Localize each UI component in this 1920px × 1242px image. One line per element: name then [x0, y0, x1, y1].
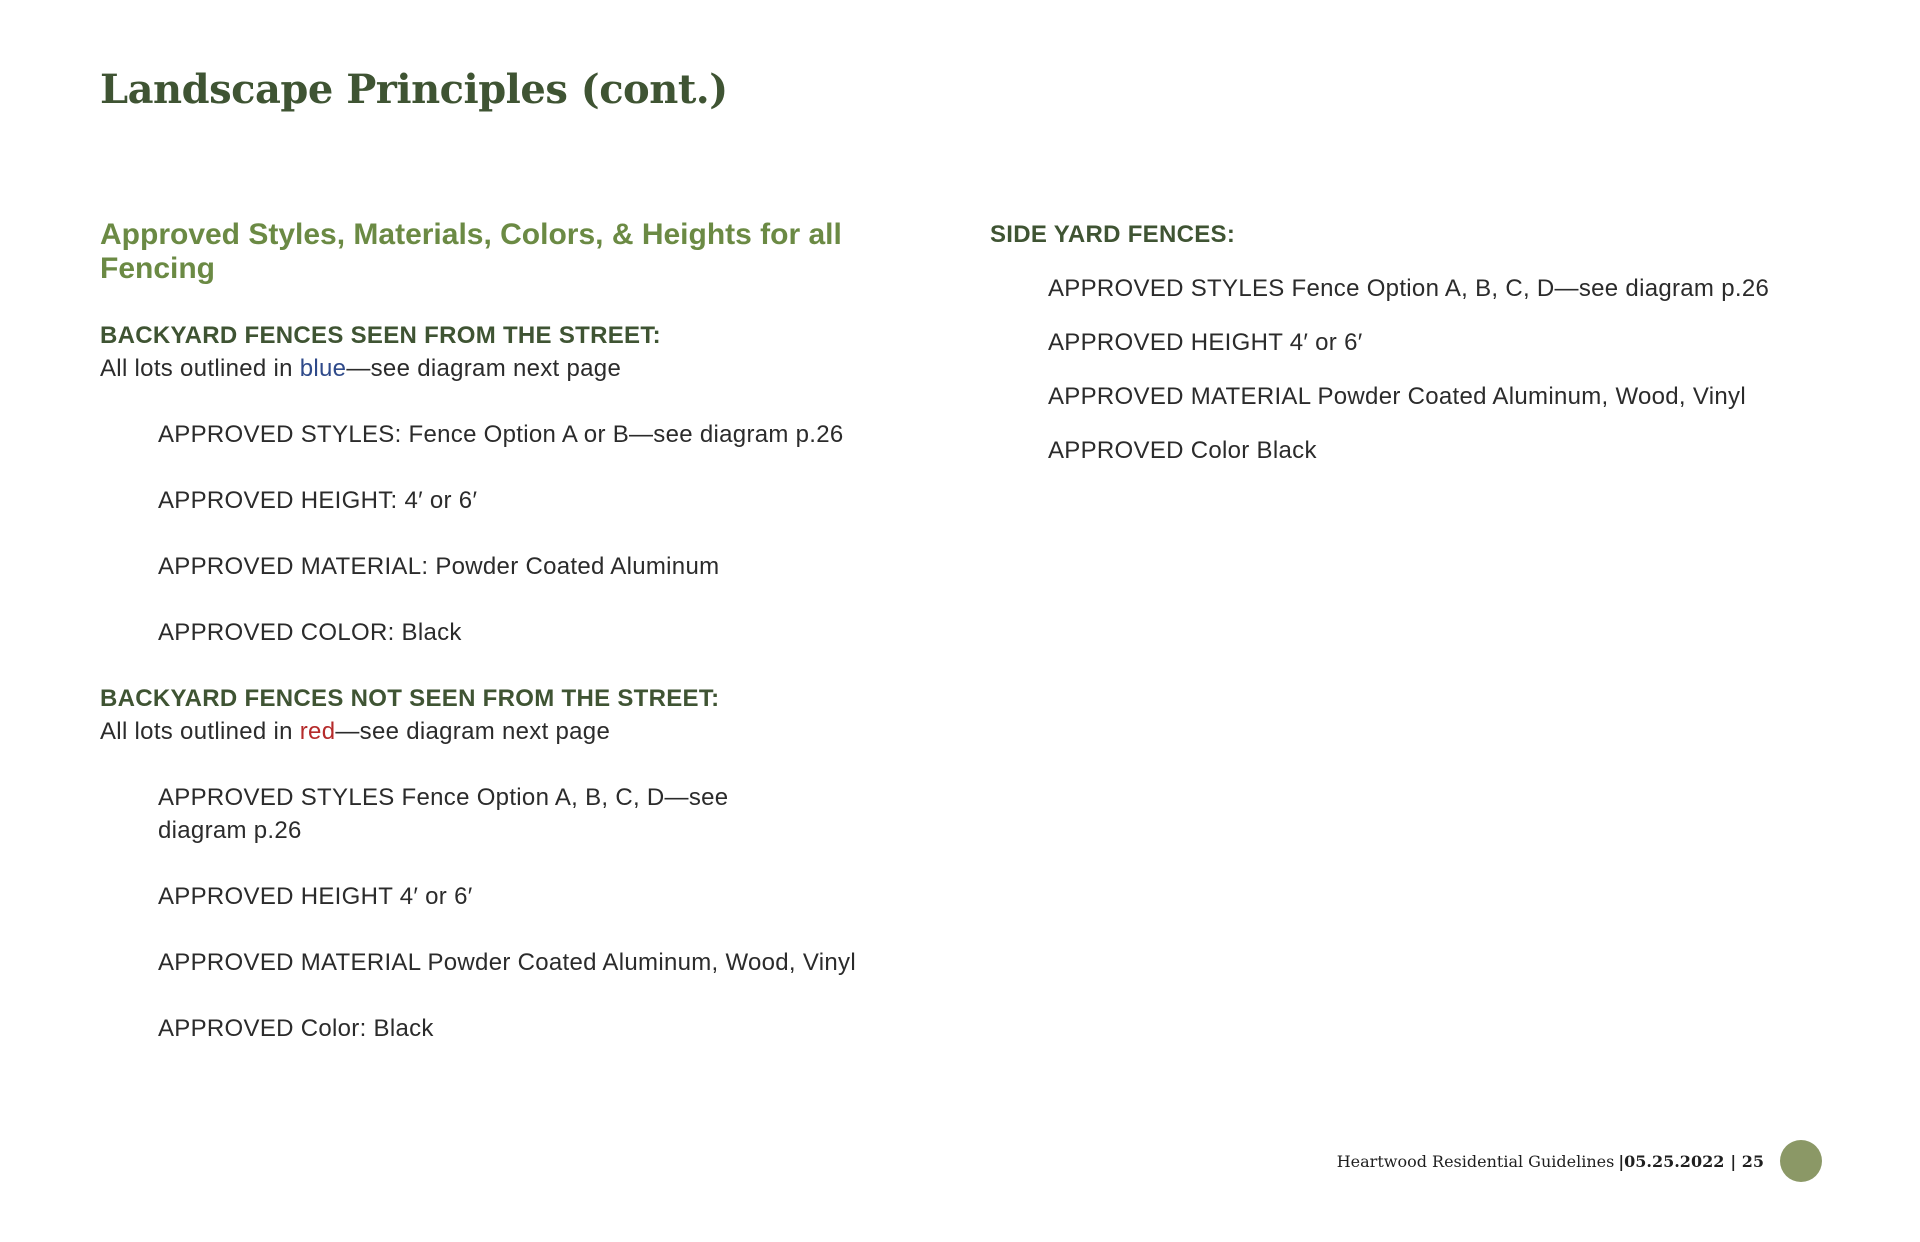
- footer-document-name: Heartwood Residential Guidelines: [1336, 1151, 1615, 1171]
- list-item: APPROVED Color Black: [1048, 437, 1317, 464]
- backyard-seen-description: [100, 352, 880, 385]
- backyard-seen-title: BACKYARD FENCES SEEN FROM THE STREET:: [100, 322, 661, 349]
- right-column: [990, 218, 1850, 467]
- list-item: APPROVED MATERIAL: Powder Coated Aluminum: [158, 553, 720, 580]
- left-column: [100, 218, 880, 1045]
- backyard-not-seen-title: BACKYARD FENCES NOT SEEN FROM THE STREET:: [100, 685, 720, 712]
- list-item: APPROVED COLOR: Black: [158, 619, 462, 646]
- red-color-word: red: [299, 718, 336, 745]
- description-suffix: —see diagram next page: [346, 355, 622, 382]
- list-item: APPROVED MATERIAL Powder Coated Aluminum, Wood, Vinyl: [1048, 383, 1746, 410]
- list-item: APPROVED STYLES Fence Option A, B, C, D—see diagram p.26: [158, 784, 729, 844]
- list-item: APPROVED HEIGHT 4′ or 6′: [1048, 329, 1363, 356]
- list-item: APPROVED HEIGHT 4′ or 6′: [158, 883, 473, 910]
- description-prefix: All lots outlined in: [100, 355, 300, 382]
- list-item: APPROVED STYLES: Fence Option A or B—see diagram p.26: [158, 421, 844, 448]
- description-prefix: All lots outlined in: [100, 718, 300, 745]
- description-suffix: —see diagram next page: [335, 718, 611, 745]
- footer-circle-icon: [1780, 1140, 1822, 1182]
- side-yard-title: SIDE YARD FENCES:: [990, 221, 1236, 248]
- list-item: APPROVED STYLES Fence Option A, B, C, D—see diagram p.26: [1048, 275, 1770, 302]
- footer-page-number: | 25: [1730, 1151, 1764, 1171]
- list-item: APPROVED HEIGHT: 4′ or 6′: [158, 487, 478, 514]
- list-item: APPROVED MATERIAL Powder Coated Aluminum, Wood, Vinyl: [158, 949, 856, 976]
- blue-color-word: blue: [299, 355, 347, 382]
- backyard-not-seen-description: [100, 715, 880, 748]
- list-item: APPROVED Color: Black: [158, 1015, 434, 1042]
- section-heading: Approved Styles, Materials, Colors, & Heights for all Fencing: [100, 218, 842, 285]
- page-title: Landscape Principles (cont.): [100, 66, 728, 113]
- page-footer: [1337, 1140, 1822, 1182]
- footer-date: |05.25.2022: [1618, 1151, 1725, 1171]
